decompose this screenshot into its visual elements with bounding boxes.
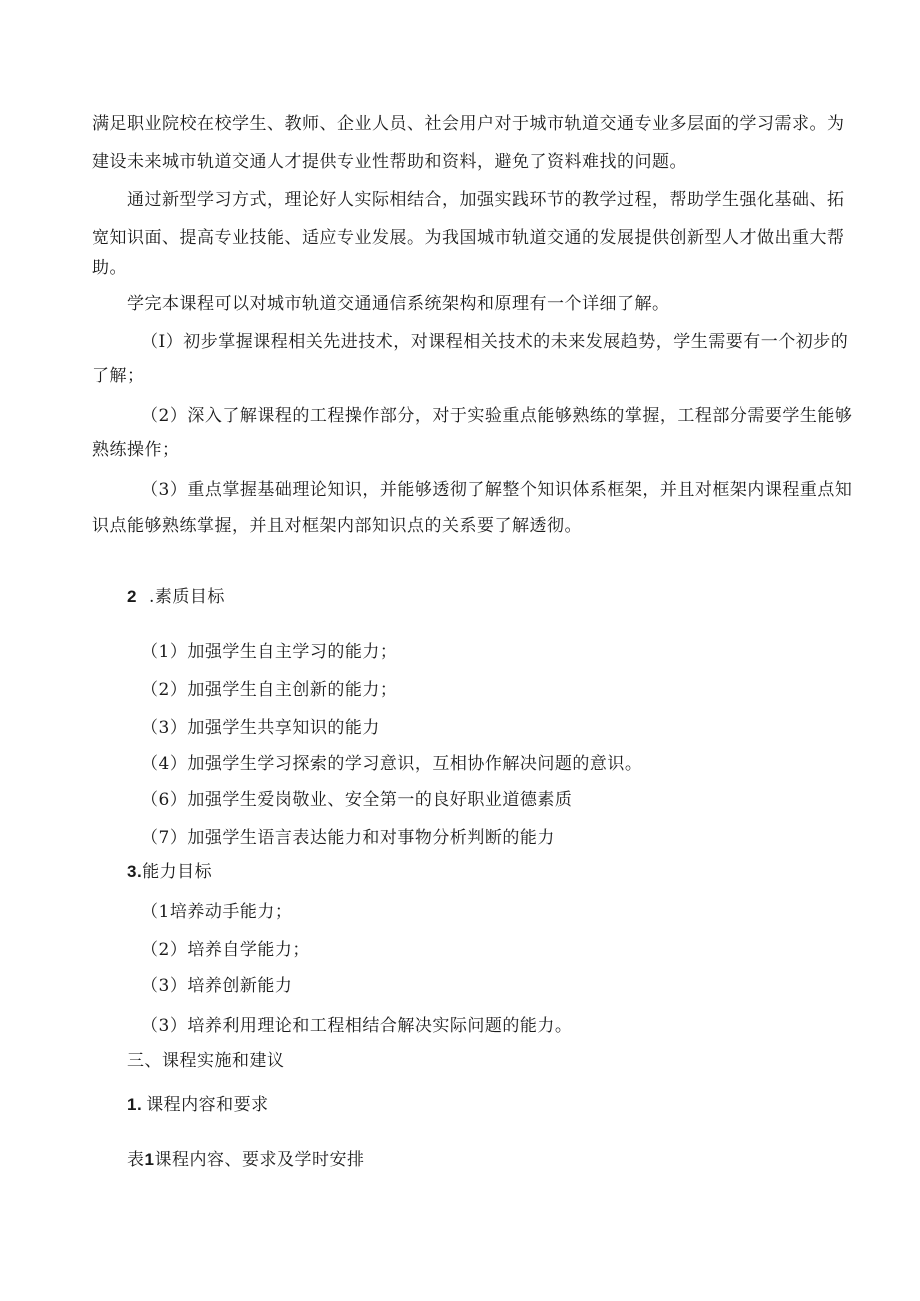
list-item: （2）培养自学能力； [141, 940, 310, 960]
paragraph-line: 宽知识面、提高专业技能、适应专业发展。为我国城市轨道交通的发展提供创新型人才做出重大帮 [92, 228, 845, 248]
list-item: （3）培养利用理论和工程相结合解决实际问题的能力。 [141, 1016, 573, 1036]
paragraph-line: 学完本课程可以对城市轨道交通通信系统架构和原理有一个详细了解。 [127, 294, 670, 314]
section-number: 2 [127, 587, 137, 606]
table-caption-number: 1 [144, 1150, 155, 1169]
section-title: 能力目标 [142, 862, 213, 882]
list-item: （2）加强学生自主创新的能力； [141, 680, 398, 700]
paragraph-line: 通过新型学习方式，理论好人实际相结合，加强实践环节的教学过程，帮助学生强化基础、拓 [127, 190, 845, 210]
section-heading-ability [127, 862, 212, 882]
list-item-continuation: 识点能够熟练掌握，并且对框架内部知识点的关系要了解透彻。 [92, 516, 582, 536]
subsection-heading [127, 1095, 269, 1115]
table-caption [127, 1150, 364, 1170]
list-item: （3）培养创新能力 [141, 976, 293, 996]
list-item: （3）加强学生共享知识的能力 [141, 718, 380, 738]
list-item: （4）加强学生学习探索的学习意识，互相协作解决问题的意识。 [141, 754, 643, 774]
subsection-title: 课程内容和要求 [146, 1095, 269, 1115]
list-item: （7）加强学生语言表达能力和对事物分析判断的能力 [141, 828, 555, 848]
paragraph-line: 满足职业院校在校学生、教师、企业人员、社会用户对于城市轨道交通专业多层面的学习需求。为 [92, 114, 845, 134]
paragraph-line: 建设未来城市轨道交通人才提供专业性帮助和资料，避免了资料难找的问题。 [92, 152, 687, 172]
section-number: 3. [127, 862, 143, 881]
table-caption-title: 课程内容、要求及学时安排 [154, 1150, 365, 1170]
table-caption-prefix: 表 [127, 1150, 145, 1170]
list-item-continuation: 了解； [92, 366, 145, 386]
section-title: .素质目标 [148, 587, 225, 607]
section-heading-quality [127, 587, 225, 607]
list-item: （I）初步掌握课程相关先进技术，对课程相关技术的未来发展趋势，学生需要有一个初步的 [141, 332, 849, 352]
list-item: （1培养动手能力； [141, 902, 293, 922]
list-item: （1）加强学生自主学习的能力； [141, 642, 398, 662]
paragraph-line: 助。 [92, 258, 127, 278]
list-item: （6）加强学生爱岗敬业、安全第一的良好职业道德素质 [141, 790, 573, 810]
subsection-number: 1. [127, 1095, 143, 1114]
list-item: （2）深入了解课程的工程操作部分，对于实验重点能够熟练的掌握，工程部分需要学生能够 [141, 406, 853, 426]
chapter-heading: 三、课程实施和建议 [127, 1051, 285, 1071]
list-item: （3）重点掌握基础理论知识，并能够透彻了解整个知识体系框架，并且对框架内课程重点知 [141, 480, 853, 500]
list-item-continuation: 熟练操作； [92, 440, 180, 460]
